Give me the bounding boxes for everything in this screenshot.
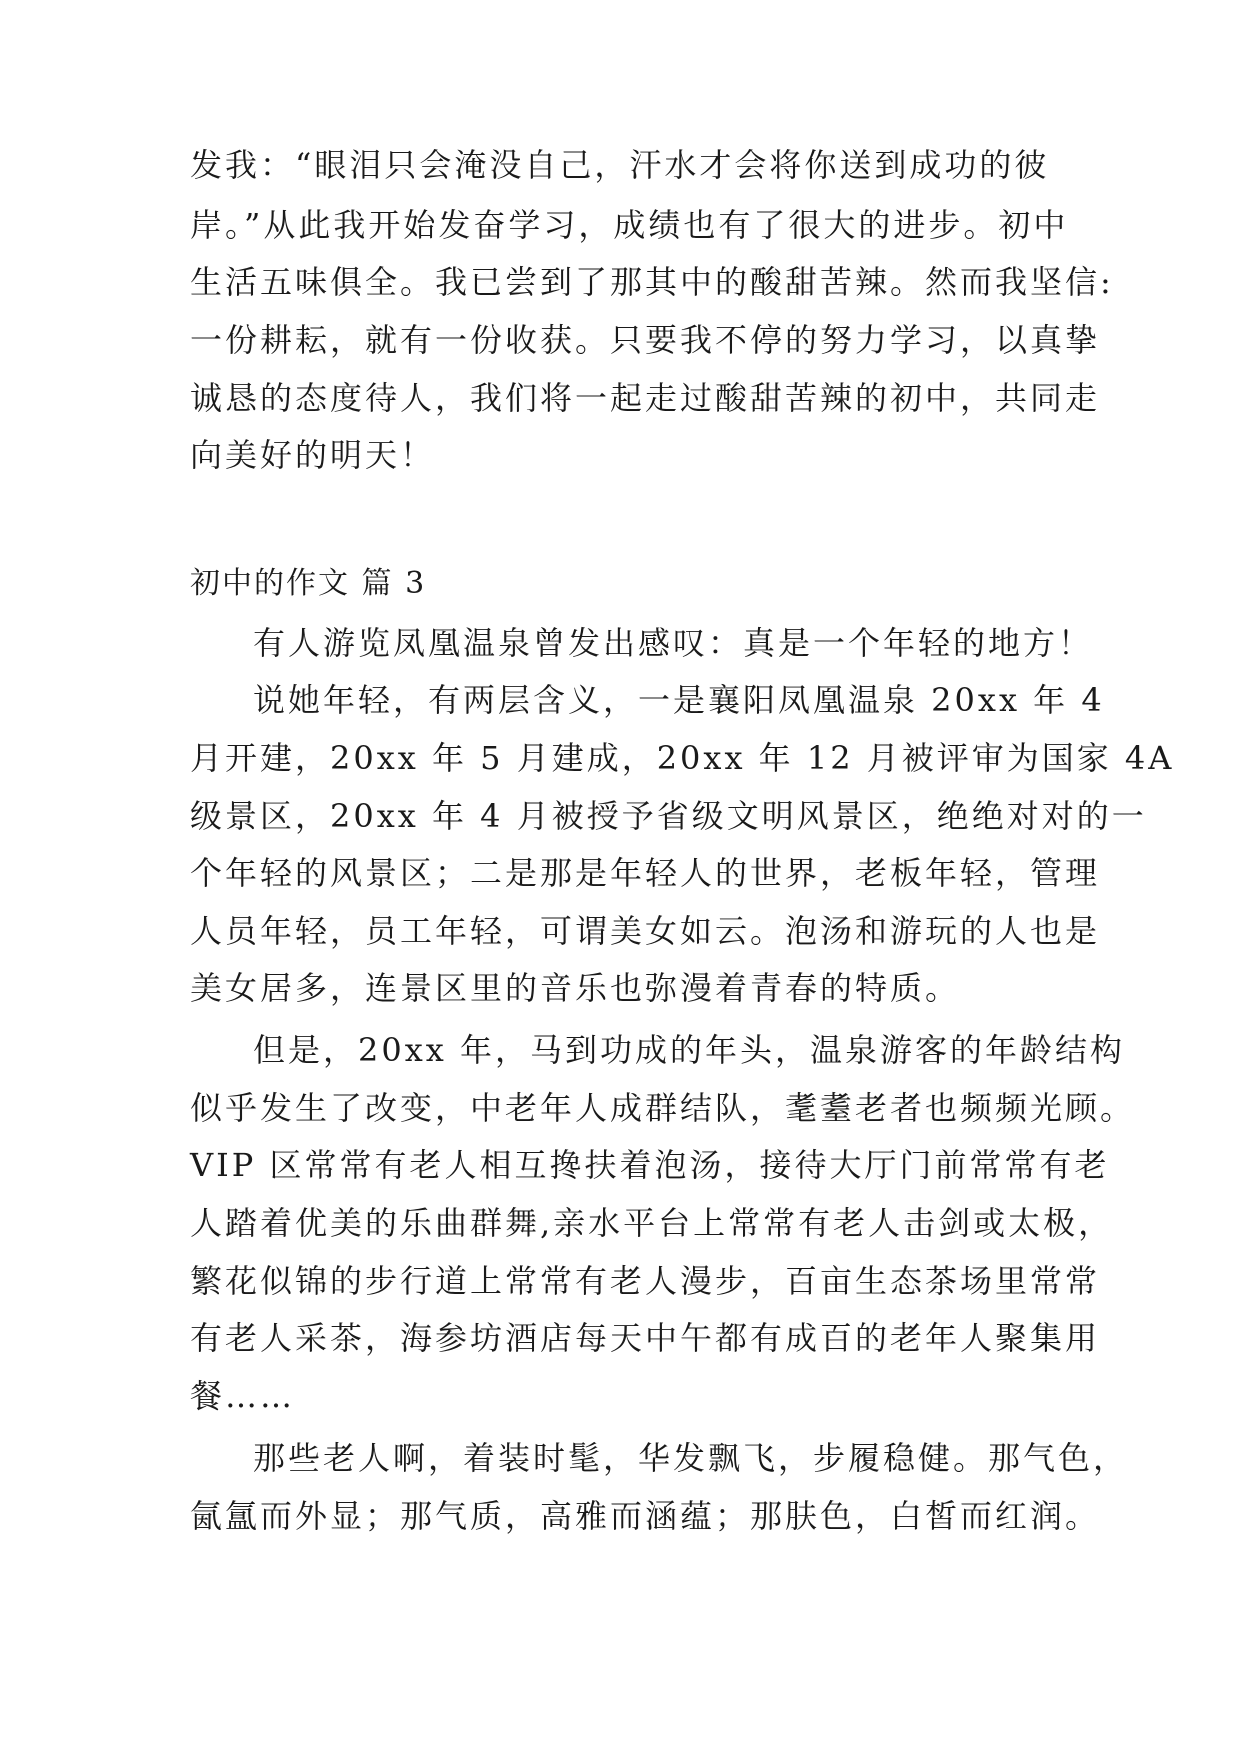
text-line: 餐……	[190, 1377, 296, 1415]
text-line: 似乎发生了改变，中老年人成群结队，耄耋老者也频频光顾。	[190, 1089, 1136, 1127]
paragraph-line: 那些老人啊，着装时髦，华发飘飞，步履稳健。那气色，	[253, 1439, 1129, 1477]
paragraph-line: 说她年轻，有两层含义，一是襄阳凤凰温泉 20xx 年 4	[253, 681, 1105, 719]
text-line: 有老人采茶，海参坊酒店每天中午都有成百的老年人聚集用	[190, 1319, 1101, 1357]
text-line: 级景区，20xx 年 4 月被授予省级文明风景区，绝绝对对的一	[190, 797, 1147, 835]
text-line: 一份耕耘，就有一份收获。只要我不停的努力学习，以真挚	[190, 321, 1101, 359]
paragraph-line: 有人游览凤凰温泉曾发出感叹：真是一个年轻的地方！	[253, 624, 1094, 662]
text-line: 岸。”从此我开始发奋学习，成绩也有了很大的进步。初中	[190, 206, 1069, 244]
text-line: 发我：“眼泪只会淹没自己，汗水才会将你送到成功的彼	[190, 146, 1050, 184]
text-line: 诚恳的态度待人，我们将一起走过酸甜苦辣的初中，共同走	[190, 379, 1101, 417]
text-line: 美女居多，连景区里的音乐也弥漫着青春的特质。	[190, 969, 961, 1007]
text-line: 人踏着优美的乐曲群舞,亲水平台上常常有老人击剑或太极，	[190, 1204, 1114, 1242]
text-line: VIP 区常常有老人相互搀扶着泡汤，接待大厅门前常常有老	[190, 1146, 1110, 1184]
text-line: 个年轻的风景区；二是那是年轻人的世界，老板年轻，管理	[190, 854, 1101, 892]
text-line: 月开建，20xx 年 5 月建成，20xx 年 12 月被评审为国家 4A	[190, 739, 1175, 777]
text-line: 向美好的明天！	[190, 436, 436, 474]
text-line: 人员年轻，员工年轻，可谓美女如云。泡汤和游玩的人也是	[190, 912, 1101, 950]
section-heading: 初中的作文 篇 3	[190, 566, 427, 601]
paragraph-line: 但是，20xx 年，马到功成的年头，温泉游客的年龄结构	[253, 1031, 1125, 1069]
text-line: 氤氲而外显；那气质，高雅而涵蕴；那肤色，白皙而红润。	[190, 1497, 1101, 1535]
text-line: 生活五味俱全。我已尝到了那其中的酸甜苦辣。然而我坚信:	[190, 263, 1114, 301]
text-line: 繁花似锦的步行道上常常有老人漫步，百亩生态茶场里常常	[190, 1262, 1101, 1300]
